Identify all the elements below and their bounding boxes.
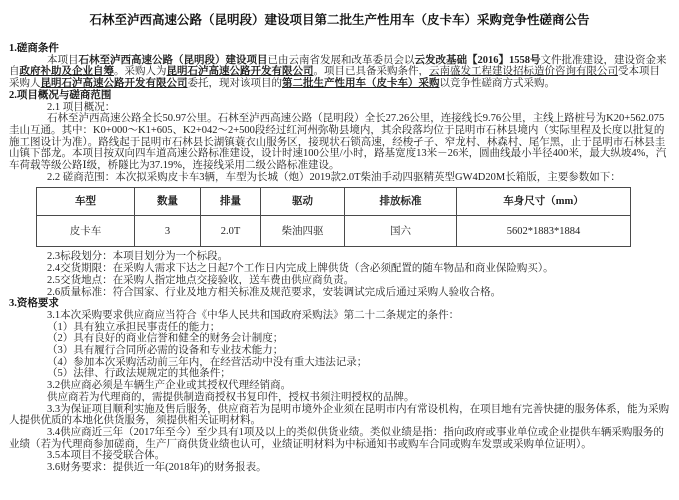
document-body <box>9 43 670 474</box>
table-cell: 5602*1883*1884 <box>457 216 631 247</box>
table-cell: 柴油四驱 <box>261 216 345 247</box>
text-run: 昆明石泸高速公路开发有限公司 <box>40 78 188 90</box>
doc-paragraph: 石林至泸西高速公路全长50.97公里。石林至泸西高速公路（昆明段）全长27.26公里，连接线长9.76公里，主线上路桩号为K20+562.075圭山互通。其中：K0+000～K1+605、K2+042～2+500段经过红河州弥勒县境内，其余段落均位于昆明市石林县境内（实际里程及长度以批复的施工图设计为准）。路线起于昆明市石林县长湖镇蓑衣山服务区，接现状石锁高速，经梭孑子、窄龙村、林森村、尾乍黑，止于昆明市石林县圭山镇下部龙。本项目按双向四车道高速公路标准建设，设计时速100公里/小时，路基宽度13米－26米，圆曲线最小半径400米，最大纵坡4%，汽车荷载等级公路Ⅰ级，桥隧比为37.19%，连接线采用二级公路标准建设。 <box>9 113 667 172</box>
vehicle-spec-table <box>36 187 631 247</box>
text-run: 本项目 <box>47 54 79 66</box>
section-heading: 1.磋商条件 <box>9 43 59 54</box>
doc-paragraph: 3.5本项目不接受联合体。 <box>47 450 166 462</box>
table-cell: 国六 <box>345 216 457 247</box>
text-run: 。采购人为 <box>114 66 167 78</box>
section-heading: 2.项目概况与磋商范围 <box>9 89 112 101</box>
table-header-cell: 车身尺寸（mm） <box>457 188 631 216</box>
doc-paragraph: 供应商若为代理商的，需提供制造商授权书复印件，授权书须注明授权的品牌。 <box>47 391 415 403</box>
doc-paragraph: （1）具有独立承担民事责任的能力； <box>47 321 221 333</box>
text-run: 以竞争性磋商方式采购。 <box>439 78 555 90</box>
text-run: 昆明石泸高速公路开发有限公司 <box>166 66 314 78</box>
table-cell: 2.0T <box>201 216 261 247</box>
section-heading: 3.资格要求 <box>9 298 59 310</box>
table-header-cell: 排放标准 <box>345 188 457 216</box>
doc-paragraph: 3.4供应商近三年（2017年至今）至少具有1项及以上的类似供货业绩。类似业绩是指：指向政府或事业单位或企业提供车辆采购服务的业绩（若为代理商参加磋商，生产厂商供货业绩也认可，业绩证明材料为中标通知书或购车合同或购车发票或采购单位证明）。 <box>9 426 664 450</box>
text-run: 第二批生产性用车（皮卡车）采购 <box>282 78 440 90</box>
page-title: 石林至泸西高速公路（昆明段）建设项目第二批生产性用车（皮卡车）采购竞争性磋商公告 <box>89 13 590 27</box>
table-header-cell: 驱动 <box>261 188 345 216</box>
doc-paragraph <box>9 55 670 90</box>
doc-paragraph: 3.3为保证项目顺利实施及售后服务，供应商若为昆明市境外企业须在昆明市内有常设机构，在项目地有完善快捷的服务体系，能为采购人提供优质的本地化供货服务，须提供相关证明材料。 <box>9 403 670 427</box>
text-run: 文件批准建设，建设资金来自 <box>9 54 667 78</box>
doc-paragraph: 3.2供应商必须是车辆生产企业或其授权代理经销商。 <box>47 380 292 392</box>
text-run: 石林至泸西高速公路（昆明段）建设项目 <box>78 54 268 66</box>
table-row <box>37 216 631 247</box>
table-header-cell: 排量 <box>201 188 261 216</box>
doc-paragraph: （2）具有良好的商业信誉和健全的财务会计制度； <box>47 333 284 345</box>
table-header-row <box>37 188 631 216</box>
text-run: 政府补助及企业自筹 <box>19 66 114 78</box>
doc-paragraph: 2.4交货期限：在采购人需求下达之日起7个工作日内完成上牌供货（含必须配置的随车物品和商业保险购买）。 <box>47 263 554 275</box>
text-run: 受本项目采购人 <box>9 66 660 90</box>
table-cell: 3 <box>135 216 201 247</box>
table-header-cell: 车型 <box>37 188 135 216</box>
text-run: 云南盛发工程建设招标造价咨询有限公司 <box>429 66 618 78</box>
doc-paragraph: （5）法律、行政法规规定的其他条件； <box>47 368 231 380</box>
doc-paragraph: （3）具有履行合同所必需的设备和专业技术能力； <box>47 345 284 357</box>
table-cell: 皮卡车 <box>37 216 135 247</box>
table-header-cell: 数量 <box>135 188 201 216</box>
doc-paragraph: 3.6财务要求：提供近一年(2018年)的财务报表。 <box>47 462 267 474</box>
text-run: 云发改基础【2016】1558号 <box>414 54 541 66</box>
text-run: 。项目已具备采购条件， <box>313 66 429 78</box>
doc-paragraph: （4）参加本次采购活动前三年内，在经营活动中没有重大违法记录； <box>47 356 368 368</box>
text-run: 委托，现对该项目的 <box>187 78 282 90</box>
text-run: 已由云南省发展和改革委员会以 <box>267 54 415 66</box>
doc-paragraph: 2.2 磋商范围：本次拟采购皮卡车3辆，车型为长城（炮）2019款2.0T柴油手动四驱精英型GW4D20M长箱版，主要参数如下： <box>47 171 621 183</box>
doc-paragraph: 2.1 项目概况： <box>47 101 116 113</box>
doc-paragraph: 2.3标段划分：本项目划分为一个标段。 <box>47 251 229 263</box>
doc-paragraph: 2.5交货地点：在采购人指定地点交接验收，送车费由供应商负责。 <box>47 274 355 286</box>
doc-paragraph: 2.6质量标准：符合国家、行业及地方相关标准及规范要求，安装调试完成后通过采购人验收合格。 <box>47 286 502 298</box>
doc-paragraph: 3.1本次采购要求供应商应当符合《中华人民共和国政府采购法》第二十二条规定的条件： <box>47 309 460 321</box>
